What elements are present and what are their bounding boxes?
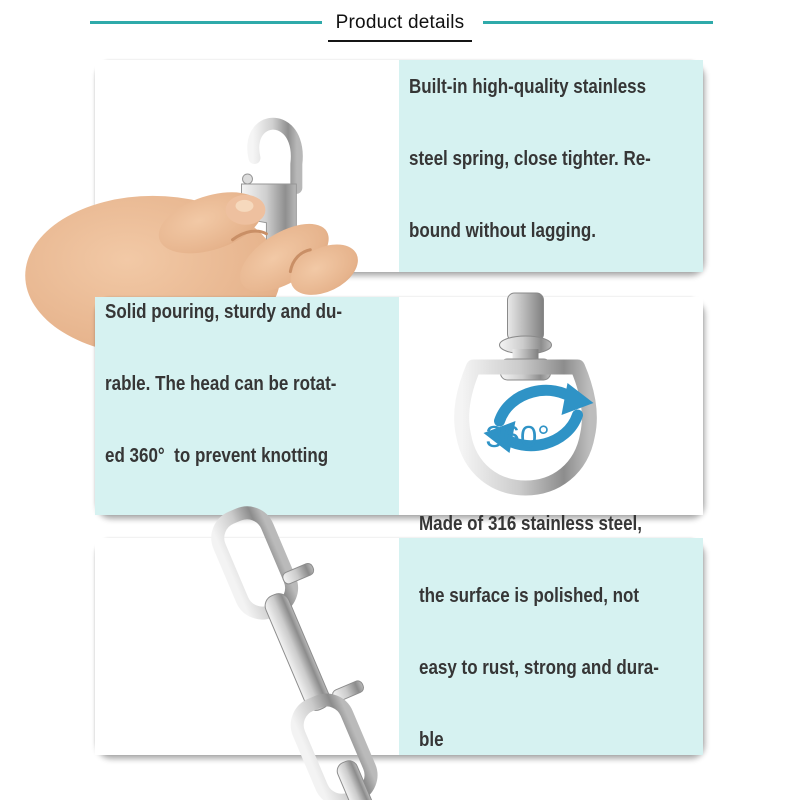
feature-text-rotation-lines (105, 252, 355, 516)
feature-text-material (399, 512, 703, 755)
text-line: ble (419, 728, 444, 751)
text-line: ed 360° to prevent knotting (105, 445, 329, 467)
hand-holding-snap-hook-illustration (95, 60, 399, 272)
text-line: bound without lagging. (409, 220, 596, 242)
text-line: Built-in high-quality stainless (409, 76, 647, 98)
page-title: Product details (328, 12, 473, 42)
feature-card-spring (95, 60, 703, 272)
text-line: easy to rust, strong and dura- (419, 656, 659, 679)
image-double-ended-bolt-snap (95, 538, 399, 755)
feature-text-rotation (95, 297, 399, 515)
text-line: steel spring, close tighter. Re- (409, 148, 651, 170)
text-line: Made of 316 stainless steel, (419, 512, 642, 535)
feature-card-material (95, 512, 703, 755)
feature-text-spring (399, 60, 703, 272)
feature-text-material-lines (419, 464, 660, 800)
image-hand-holding-snap-hook (95, 60, 399, 272)
bolt-snap-body-icon (211, 496, 411, 800)
double-ended-bolt-snap-illustration (95, 538, 399, 755)
text-line: the surface is polished, not (419, 584, 640, 607)
rotation-degree-label: 360° (485, 419, 550, 454)
text-line: rable. The head can be rotat- (105, 373, 337, 395)
text-line: Solid pouring, sturdy and du- (105, 301, 343, 323)
header (0, 0, 800, 60)
feature-text-spring-lines (409, 27, 659, 291)
page-title-wrap (0, 12, 800, 42)
